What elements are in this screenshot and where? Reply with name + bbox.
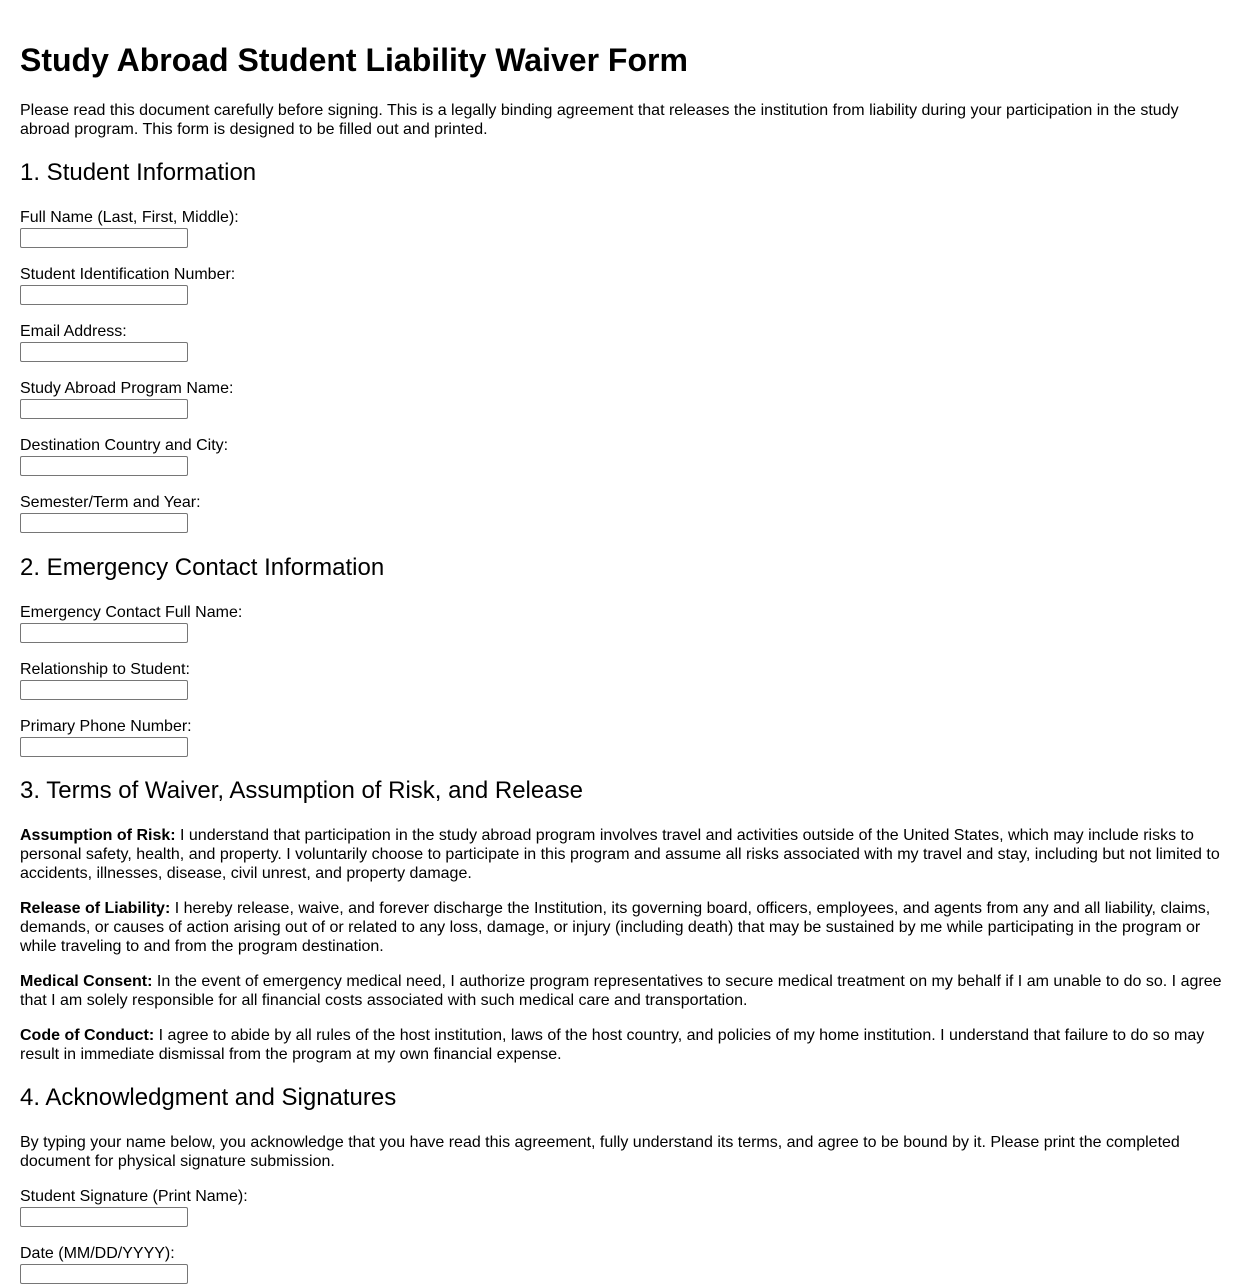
medical-consent-paragraph xyxy=(20,972,1225,1010)
code-of-conduct-paragraph xyxy=(20,1026,1225,1064)
phone-label: Primary Phone Number: xyxy=(20,718,192,735)
section-heading-acknowledgment: 4. Acknowledgment and Signatures xyxy=(20,1084,397,1111)
intro-text: Please read this document carefully before signing. This is a legally binding agreement that releases the institution from liability during your participation in the study abroad program. This form is designed to be filled out and printed. xyxy=(20,102,1179,138)
section-heading-student-info: 1. Student Information xyxy=(20,159,257,186)
phone-field-group xyxy=(20,717,192,757)
term-year-input[interactable] xyxy=(20,513,188,533)
term-label: Code of Conduct: xyxy=(20,1027,155,1044)
emergency-name-input[interactable] xyxy=(20,623,188,643)
relationship-input[interactable] xyxy=(20,680,188,700)
program-name-label: Study Abroad Program Name: xyxy=(20,380,234,397)
term-year-label: Semester/Term and Year: xyxy=(20,494,201,511)
release-of-liability-paragraph xyxy=(20,899,1225,956)
destination-field-group xyxy=(20,436,228,476)
full-name-label: Full Name (Last, First, Middle): xyxy=(20,209,239,226)
program-name-input[interactable] xyxy=(20,399,188,419)
term-text: I hereby release, waive, and forever discharge the Institution, its governing board, officers, employees, and agents from any and all liability, claims, demands, or causes of action arising out of or related to any loss, damage, or injury (including death) that may be sustained by me while participating in the program or while traveling to and from the program destination. xyxy=(20,900,1211,955)
acknowledgment-text: By typing your name below, you acknowledge that you have read this agreement, fully understand its terms, and agree to be bound by it. Please print the completed document for physical signature submission. xyxy=(20,1134,1180,1170)
relationship-field-group xyxy=(20,660,190,700)
term-text: I agree to abide by all rules of the host institution, laws of the host country, and policies of my home institution. I understand that failure to do so may result in immediate dismissal from the program at my own financial expense. xyxy=(20,1027,1205,1063)
emergency-name-field-group xyxy=(20,603,242,643)
term-year-field-group xyxy=(20,493,201,533)
page-title: Study Abroad Student Liability Waiver Form xyxy=(20,42,688,78)
term-text: I understand that participation in the study abroad program involves travel and activities outside of the United States, which may include risks to personal safety, health, and property. I voluntarily choose to participate in this program and assume all risks associated with my travel and stay, including but not limited to accidents, illnesses, disease, civil unrest, and property damage. xyxy=(20,827,1220,882)
destination-input[interactable] xyxy=(20,456,188,476)
email-field-group xyxy=(20,322,188,362)
full-name-input[interactable] xyxy=(20,228,188,248)
email-label: Email Address: xyxy=(20,323,127,340)
term-label: Medical Consent: xyxy=(20,973,153,990)
emergency-name-label: Emergency Contact Full Name: xyxy=(20,604,243,621)
signature-label: Student Signature (Print Name): xyxy=(20,1188,248,1205)
program-name-field-group xyxy=(20,379,233,419)
date-input[interactable] xyxy=(20,1264,188,1284)
student-id-field-group xyxy=(20,265,235,305)
term-label: Assumption of Risk: xyxy=(20,827,176,844)
term-text: In the event of emergency medical need, I authorize program representatives to secure medical treatment on my behalf if I am unable to do so. I agree that I am solely responsible for all financial costs associated with such medical care and transportation. xyxy=(20,973,1222,1009)
section-heading-emergency-contact: 2. Emergency Contact Information xyxy=(20,554,385,581)
phone-input[interactable] xyxy=(20,737,188,757)
date-field-group xyxy=(20,1244,188,1284)
date-label: Date (MM/DD/YYYY): xyxy=(20,1245,175,1262)
signature-field-group xyxy=(20,1187,248,1227)
full-name-field-group xyxy=(20,208,239,248)
term-label: Release of Liability: xyxy=(20,900,171,917)
email-input[interactable] xyxy=(20,342,188,362)
signature-input[interactable] xyxy=(20,1207,188,1227)
assumption-of-risk-paragraph xyxy=(20,826,1225,883)
relationship-label: Relationship to Student: xyxy=(20,661,190,678)
student-id-label: Student Identification Number: xyxy=(20,266,236,283)
student-id-input[interactable] xyxy=(20,285,188,305)
destination-label: Destination Country and City: xyxy=(20,437,229,454)
section-heading-terms: 3. Terms of Waiver, Assumption of Risk, and Release xyxy=(20,777,583,804)
